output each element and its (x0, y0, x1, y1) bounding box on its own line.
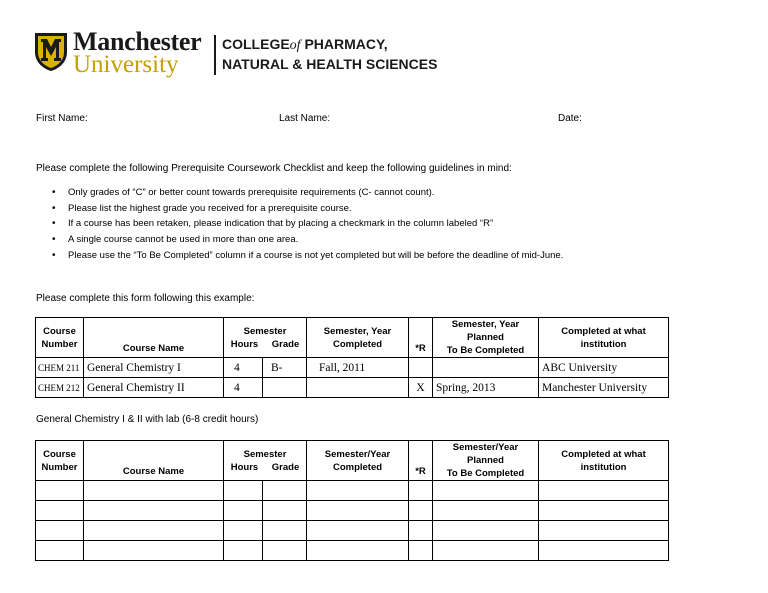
header-course-name: Course Name (84, 318, 224, 358)
university-name-manchester: Manchester (73, 27, 202, 56)
input-cell-institution[interactable] (539, 501, 669, 521)
cell-grade (263, 378, 307, 398)
input-cell-course-number[interactable] (36, 501, 84, 521)
logo-divider (214, 35, 216, 75)
guidelines-list (52, 185, 563, 263)
table-row[interactable] (36, 541, 669, 561)
input-cell-retaken[interactable] (409, 521, 433, 541)
cell-course-name: General Chemistry I (84, 358, 224, 378)
example-table (35, 317, 669, 398)
guideline-item: • Only grades of “C” or better count towards prerequisite requirements (C- cannot count). (52, 185, 563, 201)
date-label: Date: (558, 113, 582, 124)
input-cell-course-number[interactable] (36, 481, 84, 501)
cell-institution: Manchester University (539, 378, 669, 398)
input-cell-institution[interactable] (539, 521, 669, 541)
input-cell-retaken[interactable] (409, 481, 433, 501)
cell-semester-planned: Spring, 2013 (433, 378, 539, 398)
input-cell-grade[interactable] (263, 521, 307, 541)
cell-course-number: CHEM 211 (36, 358, 84, 378)
college-name-line1: COLLEGEof PHARMACY, (222, 36, 388, 53)
guideline-item: • A single course cannot be used in more than one area. (52, 232, 563, 248)
instructions-intro: Please complete the following Prerequisite Coursework Checklist and keep the following guidelines in mind: (36, 163, 512, 174)
input-cell-institution[interactable] (539, 481, 669, 501)
header-retaken: *R (409, 318, 433, 358)
guideline-item: • Please use the “To Be Completed” column if a course is not yet completed but will be before the deadline of mid-June. (52, 248, 563, 264)
cell-institution: ABC University (539, 358, 669, 378)
input-cell-retaken[interactable] (409, 501, 433, 521)
input-cell-course-name[interactable] (84, 481, 224, 501)
table-row[interactable] (36, 501, 669, 521)
input-cell-hours[interactable] (224, 521, 263, 541)
header-course-number: Course Number (36, 441, 84, 481)
input-cell-grade[interactable] (263, 501, 307, 521)
header-semester: Semester Hours Grade (224, 441, 307, 481)
table-row[interactable] (36, 521, 669, 541)
header-semester-year-completed: Semester/Year Completed (307, 441, 409, 481)
cell-retaken: X (409, 378, 433, 398)
input-cell-semester-completed[interactable] (307, 481, 409, 501)
input-cell-semester-planned[interactable] (433, 481, 539, 501)
input-cell-semester-planned[interactable] (433, 541, 539, 561)
cell-semester-completed (307, 378, 409, 398)
header-completed-institution: Completed at what institution (539, 441, 669, 481)
example-label: Please complete this form following this example: (36, 293, 255, 304)
input-cell-semester-completed[interactable] (307, 541, 409, 561)
cell-semester-planned (433, 358, 539, 378)
input-cell-hours[interactable] (224, 541, 263, 561)
header-semester-year-planned: Semester/Year Planned To Be Completed (433, 441, 539, 481)
university-name-university: University (73, 51, 179, 78)
input-cell-course-name[interactable] (84, 521, 224, 541)
input-cell-semester-completed[interactable] (307, 521, 409, 541)
header-semester: Semester Hours Grade (224, 318, 307, 358)
input-cell-hours[interactable] (224, 481, 263, 501)
table-row (36, 358, 669, 378)
header-retaken: *R (409, 441, 433, 481)
input-cell-course-name[interactable] (84, 541, 224, 561)
shield-logo-icon (34, 32, 68, 72)
first-name-label: First Name: (36, 113, 88, 124)
cell-course-name: General Chemistry II (84, 378, 224, 398)
gen-chem-table (35, 440, 669, 561)
header-semester-year-planned: Semester, Year Planned To Be Completed (433, 318, 539, 358)
input-cell-retaken[interactable] (409, 541, 433, 561)
input-cell-grade[interactable] (263, 541, 307, 561)
header-completed-institution: Completed at what institution (539, 318, 669, 358)
table-row[interactable] (36, 481, 669, 501)
college-name-line2: NATURAL & HEALTH SCIENCES (222, 56, 438, 72)
cell-retaken (409, 358, 433, 378)
cell-hours: 4 (224, 358, 263, 378)
guideline-item: • Please list the highest grade you received for a prerequisite course. (52, 201, 563, 217)
cell-semester-completed: Fall, 2011 (307, 358, 409, 378)
input-cell-hours[interactable] (224, 501, 263, 521)
guideline-item: • If a course has been retaken, please indication that by placing a checkmark in the column labeled “R” (52, 216, 563, 232)
input-cell-course-name[interactable] (84, 501, 224, 521)
input-cell-institution[interactable] (539, 541, 669, 561)
university-logo (34, 27, 438, 78)
last-name-label: Last Name: (279, 113, 331, 124)
input-cell-semester-completed[interactable] (307, 501, 409, 521)
input-cell-semester-planned[interactable] (433, 501, 539, 521)
input-cell-course-number[interactable] (36, 541, 84, 561)
cell-course-number: CHEM 212 (36, 378, 84, 398)
table-row (36, 378, 669, 398)
cell-hours: 4 (224, 378, 263, 398)
header-course-number: Course Number (36, 318, 84, 358)
header-semester-year-completed: Semester, Year Completed (307, 318, 409, 358)
input-cell-course-number[interactable] (36, 521, 84, 541)
input-cell-grade[interactable] (263, 481, 307, 501)
cell-grade: B- (263, 358, 307, 378)
gen-chem-label: General Chemistry I & II with lab (6-8 credit hours) (36, 414, 259, 425)
input-cell-semester-planned[interactable] (433, 521, 539, 541)
header-course-name: Course Name (84, 441, 224, 481)
